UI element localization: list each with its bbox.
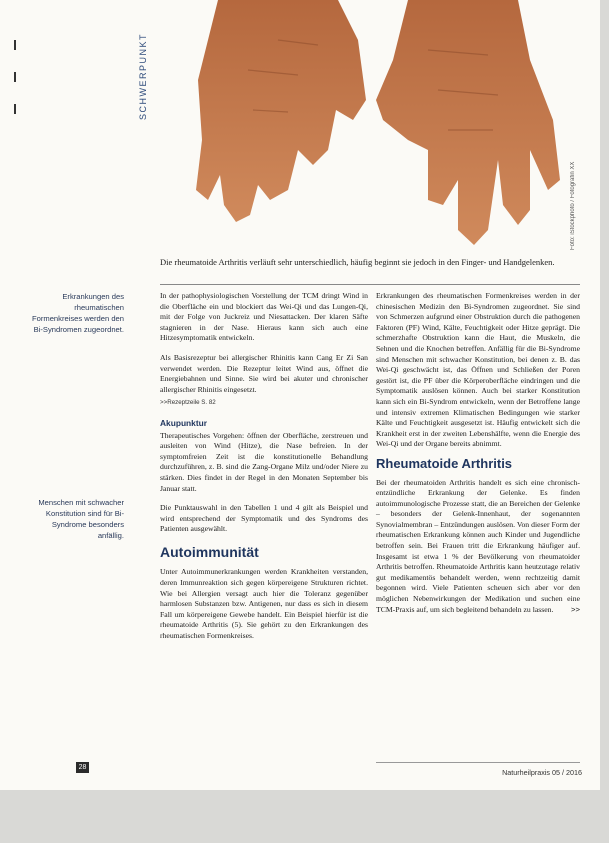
paragraph: Therapeutisches Vorgehen: öffnen der Oberfläche, zerstreuen und ausleiten von Wind (Hitze), die Nase befreien. In der symptomfreien Zeit ist die konstitutionelle Behandlung durchzuführen, z. B. sind die Zang-Organe Milz und/oder Niere zu stärken. Dies findet in der Regel in den Monaten September bis Januar statt. [160, 430, 368, 493]
paragraph: Als Basisrezeptur bei allergischer Rhinitis kann Cang Er Zi San verwendet werden. Die Rezeptur leitet Wind aus, öffnet die Energiebahnen und Sinne. Sie wird bei akuter und chronischer allergischer Rhinitis eingesetzt. [160, 352, 368, 394]
section-label: SCHWERPUNKT [138, 32, 148, 120]
photo-caption: Die rheumatoide Arthritis verläuft sehr unterschiedlich, häufig beginnt sie jedoch in den Finger- und Handgelenken. [160, 257, 555, 267]
page-number: 28 [76, 762, 89, 773]
margin-note-1: Erkrankungen des rheumatischen Formenkreises werden den Bi-Syndromen zugeordnet. [31, 292, 124, 334]
margin-note-2: Menschen mit schwacher Konstitution sind für Bi-Syndrome besonders anfällig. [38, 498, 124, 540]
subheading-akupunktur: Akupunktur [160, 417, 207, 428]
right-column [376, 291, 580, 624]
paragraph: In der pathophysiologischen Vorstellung der TCM dringt Wind in die Oberfläche ein und blockiert das Wei-Qi und das Lungen-Qi, mit der Folge von Juckreiz und Niesattacken. Der klaren Säfte stagnieren in der Nase. Hieraus kann sich auch eine Hitzesymptomatik entwickeln. [160, 291, 368, 343]
hands-photo [158, 0, 590, 250]
paragraph: Unter Autoimmunerkrankungen werden Krankheiten verstanden, deren Immunreaktion sich gegen körpereigene Strukturen richtet. Wie bei Allergien versagt auch hier die Toleranz gegenüber harmlosen Substanzen bzw. Antigenen, nur dass es sich in diesem Fall um körpereigene Gewebe handelt. Ein Beispiel hierfür ist die rheumatoide Arthritis (5). Sie gehört zu den Erkrankungen des rheumatischen Formenkreises. [160, 567, 368, 641]
photo-credit: Foto: iStockphoto / Fotografin XX [570, 161, 576, 250]
paragraph: Die Punktauswahl in den Tabellen 1 und 4 gilt als Beispiel und wird entsprechend der Symptomatik und des Syndroms des Patienten ausgewählt. [160, 503, 368, 534]
heading-autoimmunitaet: Autoimmunität [160, 543, 259, 560]
recipe-reference: >>Rezeptzeile S. 82 [160, 399, 216, 407]
continue-arrow: >> [571, 604, 580, 614]
left-column [160, 291, 368, 651]
paragraph: Erkrankungen des rheumatischen Formenkreises werden in der chinesischen Medizin den Bi-Syndromen zugeordnet. Sie sind von Schmerzen aufgrund einer Obstruktion durch die pathogenen Faktoren (PF) Wind, Kälte, Feuchtigkeit oder Hitze geprägt. Die schmerzhafte Obstruktion kann die Haut, die Muskeln, die Sehnen und die Knochen betreffen. Anfällig für die Bi-Syndrome sind Menschen mit schwacher Konstitution, bei denen z. B. das Wei-Qi geschwächt ist, das Öffnen und Schließen der Poren gestört ist, die PF über die Körperoberfläche eindringen und die Symptomatik auslösen können. Auch bei starker Konstitution kann sich ein Bi-Syndrom entwickeln, wenn der Betroffene lange und intensiv extremen Klimatischen Bedingungen wie starker Kälte und Feuchtigkeit ausgesetzt ist. Häufig entwickelt sich die Krankheit erst in der zweiten Lebenshälfte, wenn die Energie des Wei-Qi und der Organe bereits abnimmt. [376, 291, 580, 449]
paragraph [376, 478, 580, 616]
paragraph-text: Bei der rheumatoiden Arthritis handelt es sich eine chronisch-entzündliche Erkrankung der Gelenke. Es finden autoimmunologische Prozesse statt, die an Bereichen der Gelenke – besonders der Gelenk-Innenhaut, der sogenannten Synovialmembran – Entzündungen auslösen. Von dieser Form der rheumatischen Erkrankung können auch Kinder und Jugendliche betroffen sein. Bei Frauen tritt die Erkrankung häufiger auf. Insgesamt ist etwa 1 % der Bevölkerung von rheumatoider Arthritis betroffen. Rheumatoide Arthritis kann heutzutage relativ gut medikamentös behandelt werden, wenn rechtzeitig damit begonnen wird. Viele Patienten scheuen sich aber vor den möglichen Nebenwirkungen der Medikation und suchen eine TCM-Praxis auf, um sich begleitend behandeln zu lassen. [376, 477, 580, 614]
footer-divider [376, 762, 580, 763]
footer-publication: Naturheilpraxis 05 / 2016 [502, 768, 582, 777]
heading-rheumatoide-arthritis: Rheumatoide Arthritis [376, 455, 513, 471]
edge-marks [14, 40, 18, 120]
caption-divider [160, 284, 580, 285]
